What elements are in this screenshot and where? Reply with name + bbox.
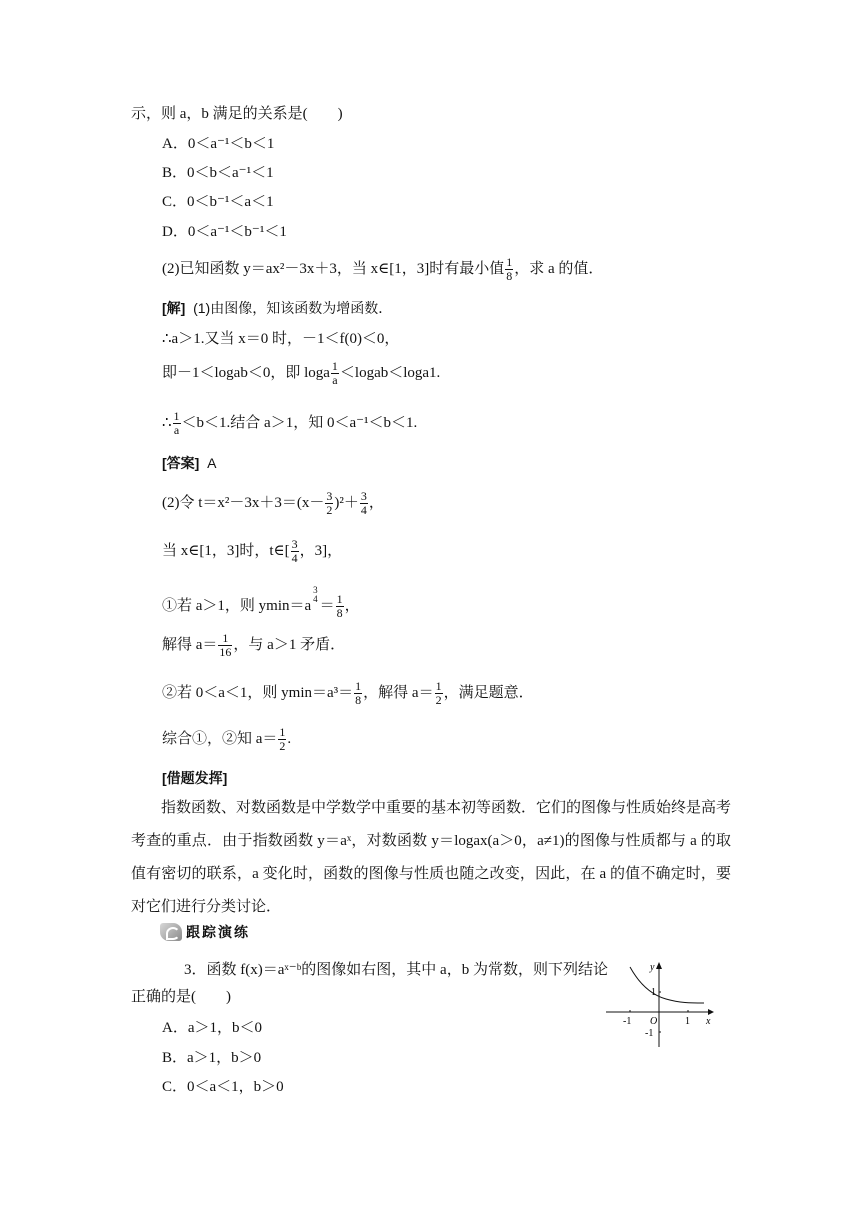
practice-banner-icon — [160, 923, 182, 941]
q3-option-a: A．a＞1，b＜0 — [162, 1020, 262, 1036]
solution-part2-line-1: (2)令 t＝x²－3x＋3＝(x－ $\frac{3}{2}$ )²＋ $\frac{3}{4}$ ， — [162, 489, 384, 517]
x-axis-arrow — [708, 1009, 714, 1015]
q3-line-2: 正确的是( ) — [131, 989, 231, 1005]
solution-line-1: [解] (1)由图像，知该函数为增函数． — [162, 300, 393, 316]
option-b: B．0＜b＜a⁻¹＜1 — [162, 165, 274, 181]
insight-paragraph: 指数函数、对数函数是中学数学中重要的基本初等函数．它们的图像与性质始终是高考考查的重点．由于指数函数 y＝aˣ，对数函数 y＝logax(a＞0，a≠1)的图像与性质都与 a 的取值有密切的联系，a 变化时，函数的图像与性质也随之改变，因此，在 a 的值不确定时，要对它们进行分类讨论． — [131, 800, 732, 915]
solution-part2-line-6: 综合①，②知 a＝ $\frac{1}{2}$ . — [162, 725, 292, 753]
x-label-one: 1 — [685, 1016, 690, 1027]
solution-part2-line-5: ②若 0＜a＜1，则 ymin＝a³＝ $\frac{1}{8}$ ，解得 a＝ $\frac{1}{2}$ ，满足题意． — [162, 679, 534, 707]
q3-line-1: 3．函数 f(x)＝aˣ⁻ᵇ的图像如右图，其中 a，b 为常数，则下列结论 — [184, 962, 608, 978]
question-stem-end: 示，则 a，b 满足的关系是( ) — [131, 106, 343, 122]
option-d: D．0＜a⁻¹＜b⁻¹＜1 — [162, 224, 287, 240]
solution-part2-line-4: 解得 a＝ $\frac{1}{16}$ ，与 a＞1 矛盾． — [162, 631, 346, 659]
y-label-neg-one: -1 — [645, 1028, 654, 1039]
part2-question: (2)已知函数 y＝ax²－3x＋3，当 x∈[1，3]时有最小值 $\frac{1}{8}$ ，求 a 的值． — [162, 255, 604, 283]
option-a: A．0＜a⁻¹＜b＜1 — [162, 136, 275, 152]
solution-line-3: 即－1＜logab＜0，即 loga $\frac{1}{a}$ ＜logab＜loga1. — [162, 359, 441, 387]
practice-banner-label: 跟踪演练 — [186, 925, 250, 941]
option-c: C．0＜b⁻¹＜a＜1 — [162, 194, 274, 210]
origin-label: O — [650, 1016, 658, 1027]
x-axis-label: x — [706, 1016, 711, 1027]
solution-part2-line-3: ①若 a＞1，则 ymin＝a 3 4 ＝ $\frac{1}{8}$ ， — [162, 585, 360, 621]
y-axis-arrow — [656, 962, 662, 969]
solution-part2-line-2: 当 x∈[1，3]时，t∈[ $\frac{3}{4}$ ，3]， — [162, 537, 343, 565]
insight-heading: [借题发挥] — [162, 770, 228, 786]
practice-banner — [160, 922, 250, 942]
solution-line-4: ∴ $\frac{1}{a}$ ＜b＜1.结合 a＞1，知 0＜a⁻¹＜b＜1. — [162, 409, 418, 437]
q3-option-c: C．0＜a＜1，b＞0 — [162, 1079, 284, 1095]
y-axis-label: y — [650, 962, 655, 973]
y-label-one: 1 — [651, 987, 656, 998]
function-graph — [600, 957, 720, 1052]
answer-line: [答案] A — [162, 455, 217, 471]
q3-option-b: B．a＞1，b＞0 — [162, 1050, 262, 1066]
curve — [630, 967, 704, 1003]
x-label-neg-one: -1 — [623, 1016, 632, 1027]
solution-line-2: ∴a＞1.又当 x＝0 时，－1＜f(0)＜0， — [162, 331, 400, 347]
